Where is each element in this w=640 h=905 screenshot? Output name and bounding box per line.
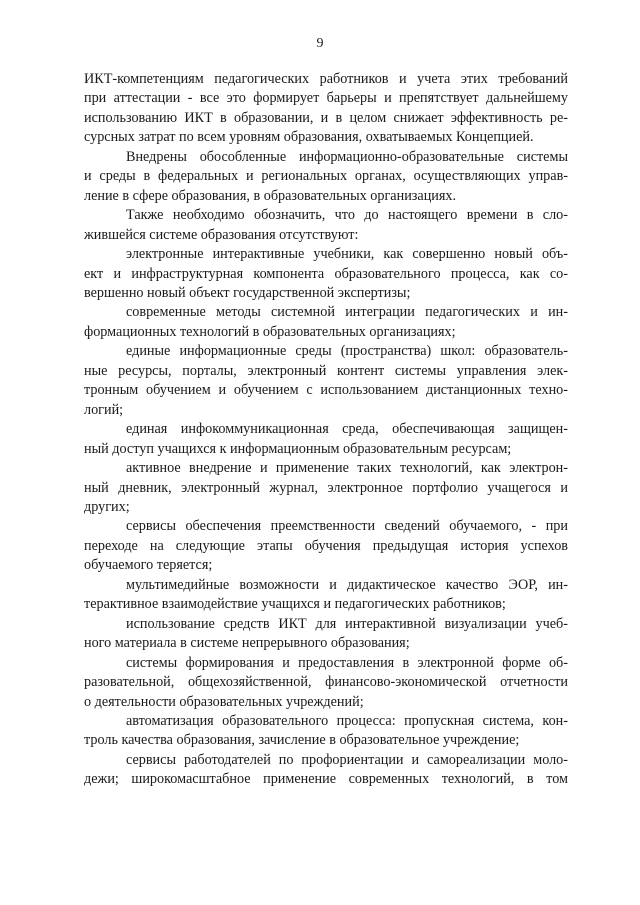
text-line: ИКТ-компетенциям педагогических работников и учета этих требований	[84, 71, 568, 87]
text-line: ление в сфере образования, в образовательных организациях.	[84, 187, 457, 204]
text-line: использованию ИКТ в образовании, и в целом снижает эффективность ре-	[84, 109, 568, 126]
paragraph	[84, 420, 568, 459]
paragraph	[84, 517, 568, 575]
text-line: ный доступ учащихся к информационным образовательным ресурсам;	[84, 440, 512, 457]
text-line: автоматизация образовательного процесса: пропускная система, кон-	[126, 712, 568, 729]
text-line: сервисы работодателей по профориентации и самореализации моло-	[126, 751, 568, 768]
paragraph	[84, 303, 568, 342]
text-line: разовательной, общехозяйственной, финансово-экономической отчетности	[84, 674, 568, 691]
text-line: переходе на следующие этапы обучения предыдущая история успехов	[84, 537, 568, 554]
text-line: обучаемого теряется;	[84, 557, 213, 574]
text-line: троль качества образования, зачисление в образовательное учреждение;	[84, 732, 520, 749]
paragraph	[84, 459, 568, 517]
paragraph	[84, 342, 568, 420]
text-line: тронным обучением и обучением с использованием дистанционных техно-	[84, 382, 568, 399]
paragraph	[84, 148, 568, 206]
text-line: мультимедийные возможности и дидактическое качество ЭОР, ин-	[126, 576, 568, 593]
paragraph	[84, 70, 568, 148]
text-line: о деятельности образовательных учреждений;	[84, 693, 364, 710]
text-line: современные методы системной интеграции педагогических и ин-	[126, 304, 568, 321]
paragraph	[84, 654, 568, 712]
text-line: жившейся системе образования отсутствуют:	[84, 226, 359, 243]
text-line: единая инфокоммуникационная среда, обеспечивающая защищен-	[126, 421, 568, 438]
paragraph	[84, 576, 568, 615]
text-line: электронные интерактивные учебники, как совершенно новый объ-	[126, 246, 568, 263]
text-line: Внедрены обособленные информационно-образовательные системы	[126, 148, 568, 165]
text-line: ект и инфраструктурная компонента образовательного процесса, как со-	[84, 265, 568, 282]
paragraph	[84, 245, 568, 303]
text-line: вершенно новый объект государственной экспертизы;	[84, 284, 411, 301]
text-line: использование средств ИКТ для интерактивной визуализации учеб-	[126, 615, 568, 632]
text-line: активное внедрение и применение таких технологий, как электрон-	[126, 460, 568, 477]
text-line: других;	[84, 498, 130, 515]
text-line: логий;	[84, 401, 124, 418]
paragraph	[84, 615, 568, 654]
page-number: 9	[316, 36, 324, 51]
paragraph	[84, 751, 568, 790]
text-line: Также необходимо обозначить, что до настоящего времени в сло-	[126, 207, 568, 224]
text-line: системы формирования и предоставления в электронной форме об-	[126, 654, 568, 671]
text-line: и среды в федеральных и региональных органах, осуществляющих управ-	[84, 168, 568, 185]
paragraph	[84, 206, 568, 245]
text-line: единые информационные среды (пространства) школ: образователь-	[126, 343, 568, 360]
text-line: ного материала в системе непрерывного образования;	[84, 635, 410, 652]
paragraph	[84, 712, 568, 751]
text-line: дежи; широкомасштабное применение современных технологий, в том	[84, 771, 568, 788]
text-line: ные ресурсы, порталы, электронный контент системы управления элек-	[84, 362, 568, 379]
body-text	[84, 70, 568, 790]
text-line: сервисы обеспечения преемственности сведений обучаемого, - при	[126, 518, 568, 535]
text-line: при аттестации - все это формирует барьеры и препятствует дальнейшему	[84, 90, 568, 107]
text-line: терактивное взаимодействие учащихся и педагогических работников;	[84, 596, 506, 613]
text-line: сурсных затрат по всем уровням образования, охватываемых Концепцией.	[84, 129, 534, 146]
text-line: ный дневник, электронный журнал, электронное портфолио учащегося и	[84, 479, 568, 496]
text-line: формационных технологий в образовательных организациях;	[84, 323, 456, 340]
